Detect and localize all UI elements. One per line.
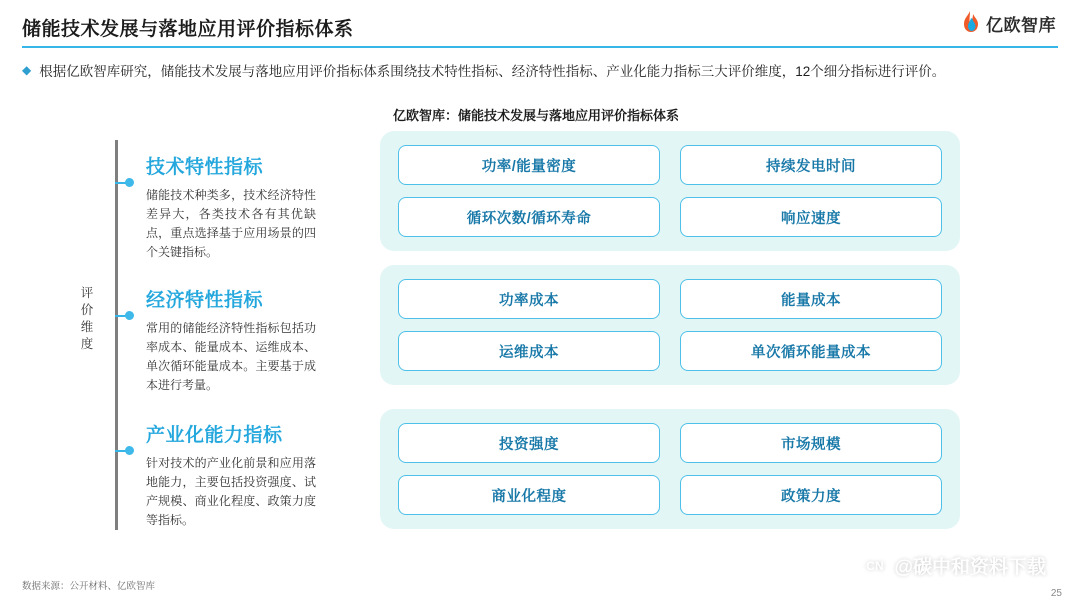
indicator-card[interactable]: 能量成本 <box>680 279 942 319</box>
indicator-card[interactable]: 持续发电时间 <box>680 145 942 185</box>
brand-logo <box>961 10 1056 36</box>
dimension-description: 常用的储能经济特性指标包括功率成本、能量成本、运维成本、单次循环能量成本。主要基于成本进行考量。 <box>146 321 316 392</box>
evaluation-axis-line <box>115 140 118 530</box>
indicator-panel-technical <box>380 131 960 251</box>
indicator-card[interactable]: 响应速度 <box>680 197 942 237</box>
indicator-card[interactable]: 功率成本 <box>398 279 660 319</box>
indicator-card[interactable]: 商业化程度 <box>398 475 660 515</box>
watermark-text: @碳中和资料下载 <box>894 557 1046 578</box>
indicator-card[interactable]: 运维成本 <box>398 331 660 371</box>
indicator-panel-economic <box>380 265 960 385</box>
page-number: 25 <box>1050 588 1062 599</box>
indicator-card[interactable]: 市场规模 <box>680 423 942 463</box>
connector-dot-icon <box>125 446 134 455</box>
dimension-description: 储能技术种类多，技术经济特性差异大，各类技术各有其优缺点，重点选择基于应用场景的四个关键指标。 <box>146 188 316 259</box>
dimension-description: 针对技术的产业化前景和应用落地能力，主要包括投资强度、试产规模、商业化程度、政策力度等指标。 <box>146 456 316 527</box>
source-note: 数据来源：公开材料、亿欧智库 <box>22 581 156 592</box>
logo-text: 亿欧智库 <box>986 15 1056 35</box>
indicator-card[interactable]: 单次循环能量成本 <box>680 331 942 371</box>
watermark <box>862 552 1046 579</box>
evaluation-axis-label: 评价维度 <box>80 286 94 351</box>
lead-text: 根据亿欧智库研究，储能技术发展与落地应用评价指标体系围绕技术特性指标、经济特性指标、产业化能力指标三大评价维度，12个细分指标进行评价。 <box>39 64 946 79</box>
dimension-title: 技术特性指标 <box>146 157 264 178</box>
watermark-badge-icon: CN <box>862 553 887 578</box>
dimension-block-technical <box>128 152 328 262</box>
dimension-block-industrialization <box>128 420 328 530</box>
dimension-title: 经济特性指标 <box>146 290 264 311</box>
indicator-card[interactable]: 循环次数/循环寿命 <box>398 197 660 237</box>
lead-paragraph <box>22 60 1058 83</box>
page-title: 储能技术发展与落地应用评价指标体系 <box>22 19 354 40</box>
dimension-block-economic <box>128 285 328 395</box>
diamond-bullet-icon: ◆ <box>22 63 32 77</box>
flame-logo-icon <box>961 10 981 36</box>
slide-header <box>0 0 1080 48</box>
indicator-card[interactable]: 投资强度 <box>398 423 660 463</box>
connector-dot-icon <box>125 178 134 187</box>
dimension-title: 产业化能力指标 <box>146 425 283 446</box>
chart-title: 亿欧智库：储能技术发展与落地应用评价指标体系 <box>393 108 680 123</box>
connector-dot-icon <box>125 311 134 320</box>
header-divider <box>22 46 1058 48</box>
indicator-panel-industrialization <box>380 409 960 529</box>
indicator-card[interactable]: 政策力度 <box>680 475 942 515</box>
indicator-card[interactable]: 功率/能量密度 <box>398 145 660 185</box>
